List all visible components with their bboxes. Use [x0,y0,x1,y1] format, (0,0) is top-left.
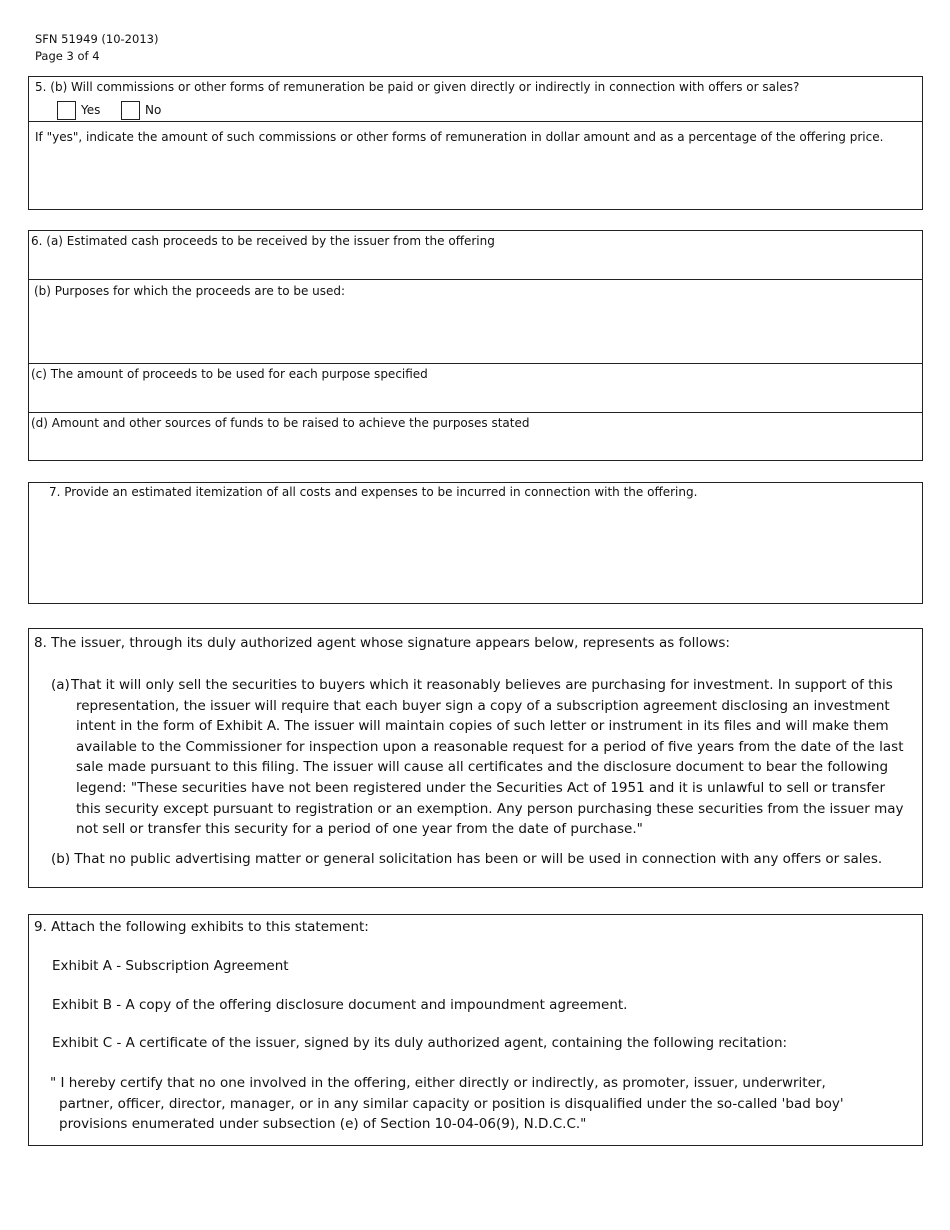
cost-itemization-field[interactable] [35,505,916,599]
section-5-if-yes-label: If "yes", indicate the amount of such commissions or other forms of remuneration in dollar amount and as a percentage of the offering price. [35,130,884,144]
section-6b-label: (b) Purposes for which the proceeds are to be used: [34,284,346,298]
proceeds-purposes-field[interactable] [31,301,920,361]
section-8a-text: That it will only sell the securities to buyers which it reasonably believes are purchasing for investment. In support of this representation, the issuer will require that each buyer sign a copy of a subscription agreement disclosing an investment intent in the form of Exhibit A. The issuer will maintain copies of such letter or instrument in its files and will make them available to the Commissioner for inspection upon a reasonable request for a period of five years from the date of the last sale made pursuant to this filing. The issuer will cause all certificates and the disclosure document to bear the following legend: "These securities have not been registered under the Securities Act of 1951 and it is unlawful to sell or transfer this security except pursuant to registration or an exemption. Any person purchasing these securities from the issuer may not sell or transfer this security for a period of one year from the date of purchase." [71,677,904,838]
proceeds-amount-field[interactable] [31,384,920,410]
divider [29,121,922,122]
no-label: No [145,103,162,117]
section-8-box [28,628,923,888]
section-6a-label: 6. (a) Estimated cash proceeds to be received by the issuer from the offering [31,234,495,248]
exhibit-b-text: Exhibit B - A copy of the offering disclosure document and impoundment agreement. [52,997,628,1013]
section-8-intro: 8. The issuer, through its duly authorized agent whose signature appears below, represents as follows: [34,635,730,651]
section-7-label: 7. Provide an estimated itemization of all costs and expenses to be incurred in connection with the offering. [49,485,698,499]
section-8b-text: (b) That no public advertising matter or general solicitation has been or will be used in connection with any offers or sales. [51,851,883,867]
remuneration-amount-field[interactable] [35,149,916,205]
section-5-question: 5. (b) Will commissions or other forms of remuneration be paid or given directly or indirectly in connection with offers or sales? [35,80,800,94]
yes-label: Yes [81,103,101,117]
section-6d-label: (d) Amount and other sources of funds to be raised to achieve the purposes stated [31,416,530,430]
section-9-intro: 9. Attach the following exhibits to this statement: [34,919,369,935]
page-number: Page 3 of 4 [35,49,100,63]
section-6-box [28,230,923,461]
section-6c-label: (c) The amount of proceeds to be used for each purpose specified [31,367,428,381]
certification-quote: " I hereby certify that no one involved in the offering, either directly or indirectly, as promoter, issuer, underwriter, partner, officer, director, manager, or in any similar capacity or position is disqualified under the so-called 'bad boy' provisions enumerated under subsection (e) of Section 10-04-06(9), N.D.C.C." [50,1075,844,1133]
yes-checkbox[interactable] [57,101,76,120]
section-9-box [28,914,923,1146]
exhibit-c-text: Exhibit C - A certificate of the issuer, signed by its duly authorized agent, containing the following recitation: [52,1035,788,1051]
other-funds-field[interactable] [31,433,920,458]
cash-proceeds-field[interactable] [31,251,920,278]
form-number: SFN 51949 (10-2013) [35,32,159,46]
divider [29,412,922,413]
divider [29,279,922,280]
section-8a-label: (a) [51,677,70,693]
no-checkbox[interactable] [121,101,140,120]
exhibit-a-text: Exhibit A - Subscription Agreement [52,958,289,974]
divider [29,363,922,364]
section-5-box [28,76,923,210]
section-7-box [28,482,923,604]
